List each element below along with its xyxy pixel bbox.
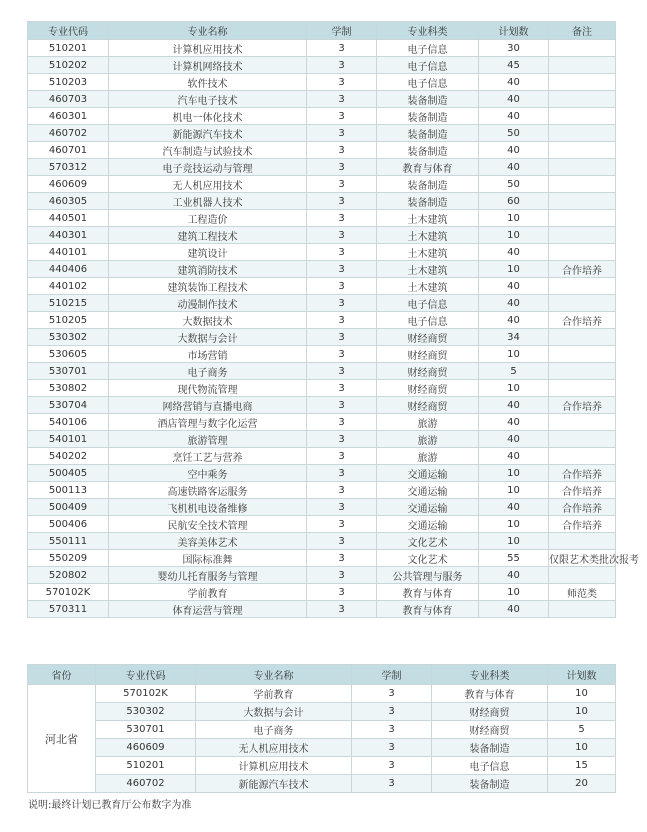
cell-plan-count: 40 [479, 108, 549, 125]
cell-plan-count: 45 [479, 57, 549, 74]
cell-major: 电子竞技运动与管理 [109, 159, 307, 176]
cell-category: 装备制造 [432, 739, 548, 757]
cell-plan-count: 40 [479, 244, 549, 261]
cell-code: 460703 [28, 91, 109, 108]
cell-plan-count: 34 [479, 329, 549, 346]
cell-category: 交通运输 [377, 499, 479, 516]
cell-remark: 师范类 [549, 584, 616, 601]
cell-duration: 3 [307, 584, 377, 601]
cell-plan-count: 40 [479, 567, 549, 584]
footnote: 说明:最终计划已教育厅公布数字为准 [28, 800, 192, 811]
cell-remark [549, 363, 616, 380]
cell-major: 无人机应用技术 [196, 739, 352, 757]
cell-remark [549, 91, 616, 108]
cell-remark: 合作培养 [549, 499, 616, 516]
cell-code: 460305 [28, 193, 109, 210]
cell-category: 装备制造 [377, 125, 479, 142]
cell-code: 510202 [28, 57, 109, 74]
table-row [28, 227, 616, 244]
cell-province: 河北省 [28, 685, 96, 793]
cell-major: 美容美体艺术 [109, 533, 307, 550]
cell-code: 520802 [28, 567, 109, 584]
cell-duration: 3 [307, 567, 377, 584]
cell-code: 530701 [28, 363, 109, 380]
cell-major: 新能源汽车技术 [196, 775, 352, 793]
table-row [28, 703, 616, 721]
cell-major: 电子商务 [109, 363, 307, 380]
cell-code: 570102K [28, 584, 109, 601]
cell-duration: 3 [307, 601, 377, 618]
cell-duration: 3 [307, 57, 377, 74]
cell-plan-count: 5 [479, 363, 549, 380]
table-row [28, 533, 616, 550]
cell-remark [549, 193, 616, 210]
cell-category: 旅游 [377, 414, 479, 431]
cell-code: 440102 [28, 278, 109, 295]
cell-major: 动漫制作技术 [109, 295, 307, 312]
cell-duration: 3 [307, 244, 377, 261]
cell-plan-count: 10 [548, 685, 616, 703]
table-row [28, 346, 616, 363]
cell-remark [549, 414, 616, 431]
cell-category: 电子信息 [377, 40, 479, 57]
cell-duration: 3 [307, 465, 377, 482]
cell-major: 国际标准舞 [109, 550, 307, 567]
cell-remark [549, 380, 616, 397]
cell-remark [549, 329, 616, 346]
table-row [28, 739, 616, 757]
cell-code: 530302 [96, 703, 196, 721]
table-row [28, 482, 616, 499]
cell-plan-count: 10 [479, 465, 549, 482]
cell-category: 财经商贸 [432, 703, 548, 721]
cell-major: 网络营销与直播电商 [109, 397, 307, 414]
table-row [28, 261, 616, 278]
table-row [28, 465, 616, 482]
cell-major: 学前教育 [196, 685, 352, 703]
cell-plan-count: 40 [479, 448, 549, 465]
cell-plan-count: 10 [479, 210, 549, 227]
cell-duration: 3 [307, 550, 377, 567]
cell-remark [549, 210, 616, 227]
cell-duration: 3 [352, 775, 432, 793]
cell-code: 460702 [28, 125, 109, 142]
cell-code: 510203 [28, 74, 109, 91]
cell-duration: 3 [307, 74, 377, 91]
cell-duration: 3 [307, 159, 377, 176]
cell-duration: 3 [307, 533, 377, 550]
cell-code: 460702 [96, 775, 196, 793]
cell-duration: 3 [307, 482, 377, 499]
cell-major: 电子商务 [196, 721, 352, 739]
cell-plan-count: 10 [479, 261, 549, 278]
cell-category: 土木建筑 [377, 210, 479, 227]
table-row [28, 74, 616, 91]
header-plan-count: 计划数 [479, 22, 549, 40]
cell-category: 旅游 [377, 448, 479, 465]
cell-plan-count: 40 [479, 601, 549, 618]
cell-duration: 3 [307, 142, 377, 159]
cell-major: 大数据与会计 [109, 329, 307, 346]
cell-duration: 3 [307, 346, 377, 363]
cell-duration: 3 [307, 397, 377, 414]
table-row [28, 685, 616, 703]
province-plan-table [27, 664, 616, 793]
table-row [28, 584, 616, 601]
cell-remark: 合作培养 [549, 312, 616, 329]
header-category: 专业科类 [432, 665, 548, 685]
header-province: 省份 [28, 665, 96, 685]
cell-code: 530802 [28, 380, 109, 397]
cell-code: 500406 [28, 516, 109, 533]
cell-major: 大数据与会计 [196, 703, 352, 721]
cell-remark [549, 346, 616, 363]
table-row [28, 40, 616, 57]
cell-code: 440406 [28, 261, 109, 278]
cell-category: 土木建筑 [377, 244, 479, 261]
cell-category: 装备制造 [377, 142, 479, 159]
cell-duration: 3 [352, 685, 432, 703]
table-row [28, 108, 616, 125]
header-major: 专业名称 [109, 22, 307, 40]
cell-major: 汽车制造与试验技术 [109, 142, 307, 159]
cell-duration: 3 [307, 380, 377, 397]
cell-code: 510201 [96, 757, 196, 775]
cell-plan-count: 40 [479, 414, 549, 431]
table-row [28, 142, 616, 159]
cell-code: 540106 [28, 414, 109, 431]
cell-remark [549, 431, 616, 448]
cell-duration: 3 [307, 295, 377, 312]
cell-major: 烹饪工艺与营养 [109, 448, 307, 465]
cell-duration: 3 [307, 210, 377, 227]
cell-plan-count: 10 [548, 739, 616, 757]
cell-code: 500409 [28, 499, 109, 516]
cell-plan-count: 40 [479, 159, 549, 176]
cell-remark: 合作培养 [549, 261, 616, 278]
cell-code: 460609 [96, 739, 196, 757]
cell-major: 软件技术 [109, 74, 307, 91]
cell-code: 440301 [28, 227, 109, 244]
cell-plan-count: 10 [479, 584, 549, 601]
cell-plan-count: 10 [479, 227, 549, 244]
cell-category: 教育与体育 [377, 159, 479, 176]
cell-category: 教育与体育 [377, 601, 479, 618]
cell-category: 教育与体育 [432, 685, 548, 703]
table-row [28, 757, 616, 775]
table-row [28, 448, 616, 465]
cell-category: 装备制造 [377, 108, 479, 125]
cell-code: 500405 [28, 465, 109, 482]
cell-major: 建筑装饰工程技术 [109, 278, 307, 295]
cell-code: 510201 [28, 40, 109, 57]
cell-code: 510215 [28, 295, 109, 312]
table-row [28, 176, 616, 193]
cell-major: 婴幼儿托育服务与管理 [109, 567, 307, 584]
cell-major: 现代物流管理 [109, 380, 307, 397]
cell-remark: 合作培养 [549, 516, 616, 533]
table-row [28, 363, 616, 380]
cell-plan-count: 40 [479, 91, 549, 108]
cell-category: 财经商贸 [377, 397, 479, 414]
header-plan-count: 计划数 [548, 665, 616, 685]
table-row [28, 295, 616, 312]
table-row [28, 57, 616, 74]
table-row [28, 125, 616, 142]
cell-duration: 3 [352, 703, 432, 721]
cell-code: 570102K [96, 685, 196, 703]
cell-category: 电子信息 [377, 74, 479, 91]
cell-code: 460301 [28, 108, 109, 125]
cell-duration: 3 [352, 739, 432, 757]
cell-major: 高速铁路客运服务 [109, 482, 307, 499]
cell-plan-count: 40 [479, 431, 549, 448]
cell-duration: 3 [307, 278, 377, 295]
cell-plan-count: 10 [479, 346, 549, 363]
cell-major: 旅游管理 [109, 431, 307, 448]
cell-plan-count: 40 [479, 295, 549, 312]
cell-major: 机电一体化技术 [109, 108, 307, 125]
table-row [28, 159, 616, 176]
cell-remark [549, 567, 616, 584]
cell-code: 460701 [28, 142, 109, 159]
cell-category: 财经商贸 [377, 363, 479, 380]
cell-category: 文化艺术 [377, 533, 479, 550]
cell-category: 交通运输 [377, 516, 479, 533]
cell-plan-count: 40 [479, 499, 549, 516]
table-row [28, 312, 616, 329]
cell-plan-count: 30 [479, 40, 549, 57]
cell-remark [549, 533, 616, 550]
table-row [28, 380, 616, 397]
cell-code: 570312 [28, 159, 109, 176]
table-row [28, 721, 616, 739]
cell-category: 装备制造 [377, 193, 479, 210]
table-row [28, 397, 616, 414]
cell-plan-count: 50 [479, 125, 549, 142]
cell-duration: 3 [307, 125, 377, 142]
cell-major: 建筑设计 [109, 244, 307, 261]
table-row [28, 550, 616, 567]
cell-category: 电子信息 [377, 57, 479, 74]
cell-category: 装备制造 [432, 775, 548, 793]
cell-duration: 3 [307, 261, 377, 278]
cell-plan-count: 55 [479, 550, 549, 567]
cell-code: 530704 [28, 397, 109, 414]
cell-remark: 合作培养 [549, 482, 616, 499]
cell-category: 文化艺术 [377, 550, 479, 567]
cell-plan-count: 40 [479, 397, 549, 414]
cell-major: 民航安全技术管理 [109, 516, 307, 533]
cell-duration: 3 [352, 721, 432, 739]
cell-category: 电子信息 [377, 295, 479, 312]
table-row [28, 567, 616, 584]
cell-remark: 仅限艺术类批次报考 [549, 550, 616, 567]
cell-major: 工程造价 [109, 210, 307, 227]
table-row [28, 499, 616, 516]
cell-plan-count: 20 [548, 775, 616, 793]
table-row [28, 516, 616, 533]
cell-duration: 3 [307, 40, 377, 57]
cell-category: 旅游 [377, 431, 479, 448]
cell-category: 财经商贸 [432, 721, 548, 739]
cell-plan-count: 10 [479, 482, 549, 499]
cell-code: 530605 [28, 346, 109, 363]
cell-category: 土木建筑 [377, 278, 479, 295]
cell-duration: 3 [307, 312, 377, 329]
cell-major: 学前教育 [109, 584, 307, 601]
cell-code: 540101 [28, 431, 109, 448]
cell-major: 大数据技术 [109, 312, 307, 329]
table-row [28, 329, 616, 346]
cell-major: 体育运营与管理 [109, 601, 307, 618]
table-row [28, 278, 616, 295]
table-row [28, 431, 616, 448]
cell-code: 550209 [28, 550, 109, 567]
cell-duration: 3 [307, 329, 377, 346]
cell-remark [549, 142, 616, 159]
table-row [28, 210, 616, 227]
cell-remark [549, 159, 616, 176]
cell-duration: 3 [307, 414, 377, 431]
cell-plan-count: 50 [479, 176, 549, 193]
header-category: 专业科类 [377, 22, 479, 40]
cell-remark [549, 278, 616, 295]
cell-plan-count: 15 [548, 757, 616, 775]
cell-remark [549, 40, 616, 57]
cell-remark [549, 176, 616, 193]
cell-remark [549, 227, 616, 244]
cell-major: 酒店管理与数字化运营 [109, 414, 307, 431]
cell-category: 交通运输 [377, 482, 479, 499]
cell-plan-count: 60 [479, 193, 549, 210]
header-code: 专业代码 [28, 22, 109, 40]
cell-code: 540202 [28, 448, 109, 465]
header-remark: 备注 [549, 22, 616, 40]
cell-major: 建筑消防技术 [109, 261, 307, 278]
enrollment-plan-table [27, 21, 639, 618]
cell-duration: 3 [307, 516, 377, 533]
cell-remark [549, 125, 616, 142]
cell-plan-count: 10 [479, 380, 549, 397]
cell-duration: 3 [307, 91, 377, 108]
cell-category: 教育与体育 [377, 584, 479, 601]
cell-category: 交通运输 [377, 465, 479, 482]
cell-category: 财经商贸 [377, 346, 479, 363]
cell-code: 510205 [28, 312, 109, 329]
table-row [28, 601, 616, 618]
cell-plan-count: 40 [479, 142, 549, 159]
table-row [28, 244, 616, 261]
cell-code: 440101 [28, 244, 109, 261]
cell-category: 财经商贸 [377, 380, 479, 397]
cell-category: 装备制造 [377, 91, 479, 108]
cell-remark [549, 448, 616, 465]
cell-major: 计算机应用技术 [109, 40, 307, 57]
cell-major: 建筑工程技术 [109, 227, 307, 244]
cell-major: 飞机机电设备维修 [109, 499, 307, 516]
cell-category: 公共管理与服务 [377, 567, 479, 584]
cell-code: 550111 [28, 533, 109, 550]
cell-major: 无人机应用技术 [109, 176, 307, 193]
cell-code: 570311 [28, 601, 109, 618]
cell-code: 500113 [28, 482, 109, 499]
cell-plan-count: 40 [479, 278, 549, 295]
cell-code: 440501 [28, 210, 109, 227]
cell-remark [549, 244, 616, 261]
table-row [28, 91, 616, 108]
cell-duration: 3 [307, 363, 377, 380]
cell-duration: 3 [307, 227, 377, 244]
cell-major: 汽车电子技术 [109, 91, 307, 108]
cell-major: 空中乘务 [109, 465, 307, 482]
cell-category: 电子信息 [377, 312, 479, 329]
cell-remark [549, 295, 616, 312]
header-duration: 学制 [307, 22, 377, 40]
header-major: 专业名称 [196, 665, 352, 685]
cell-remark: 合作培养 [549, 465, 616, 482]
cell-code: 460609 [28, 176, 109, 193]
cell-category: 财经商贸 [377, 329, 479, 346]
cell-remark: 合作培养 [549, 397, 616, 414]
cell-duration: 3 [307, 499, 377, 516]
cell-plan-count: 10 [479, 516, 549, 533]
cell-duration: 3 [352, 757, 432, 775]
header-code: 专业代码 [96, 665, 196, 685]
cell-remark [549, 108, 616, 125]
cell-major: 新能源汽车技术 [109, 125, 307, 142]
cell-duration: 3 [307, 193, 377, 210]
table-header-row [28, 665, 616, 685]
header-duration: 学制 [352, 665, 432, 685]
cell-plan-count: 5 [548, 721, 616, 739]
cell-category: 土木建筑 [377, 261, 479, 278]
cell-remark [549, 57, 616, 74]
cell-major: 计算机网络技术 [109, 57, 307, 74]
cell-plan-count: 40 [479, 312, 549, 329]
table-row [28, 193, 616, 210]
table-row [28, 414, 616, 431]
cell-major: 计算机应用技术 [196, 757, 352, 775]
cell-code: 530302 [28, 329, 109, 346]
table-row [28, 775, 616, 793]
cell-category: 电子信息 [432, 757, 548, 775]
cell-major: 工业机器人技术 [109, 193, 307, 210]
cell-category: 土木建筑 [377, 227, 479, 244]
cell-plan-count: 10 [548, 703, 616, 721]
cell-code: 530701 [96, 721, 196, 739]
cell-duration: 3 [307, 431, 377, 448]
cell-plan-count: 40 [479, 74, 549, 91]
cell-plan-count: 10 [479, 533, 549, 550]
table-header-row [28, 22, 616, 40]
cell-category: 装备制造 [377, 176, 479, 193]
cell-duration: 3 [307, 108, 377, 125]
cell-duration: 3 [307, 176, 377, 193]
cell-remark [549, 601, 616, 618]
cell-major: 市场营销 [109, 346, 307, 363]
cell-remark [549, 74, 616, 91]
cell-duration: 3 [307, 448, 377, 465]
